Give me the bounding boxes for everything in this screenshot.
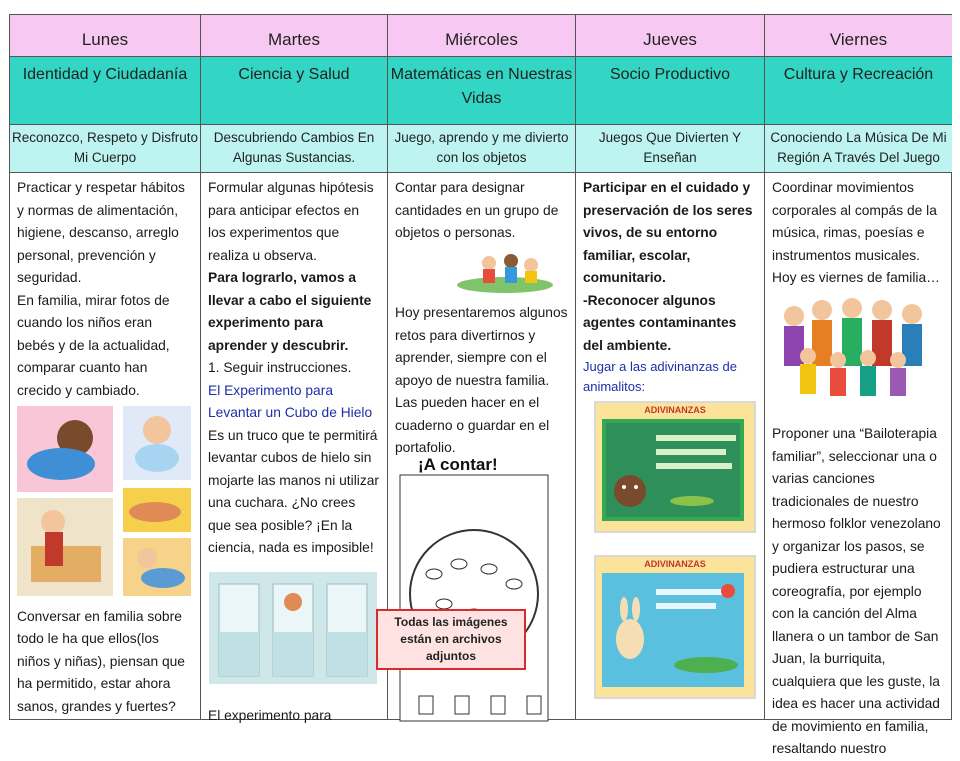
pig-icon [614,475,646,507]
ice-experiment-photos [209,572,377,688]
activity-intro: Para lograrlo, vamos a llevar a cabo el siguiente experimento para aprender y descubrir. [208,270,372,353]
counting-worksheet [399,474,549,724]
column-viernes [765,15,952,756]
area-header: Socio Productivo [576,57,764,125]
theme-header: Descubriendo Cambios En Algunas Sustancias. [201,125,387,173]
kids-playing-illustration [395,245,565,295]
area-header: Ciencia y Salud [201,57,387,125]
theme-header: Reconozco, Respeto y Disfruto Mi Cuerpo [10,125,200,173]
activity-text: En familia, mirar fotos de cuando los niños eran bebés y de la actualidad, comparar cuanto han crecido y cambiado. [17,292,170,398]
column-jueves [576,15,765,719]
day-header: Viernes [765,15,952,57]
riddle-card-art [596,415,750,525]
attachments-note: Todas las imágenes están en archivos adjuntos [376,609,526,670]
theme-header: Juegos Que Divierten Y Enseñan [576,125,764,173]
column-body [765,173,952,756]
theme-header: Conociendo La Música De Mi Región A Través Del Juego [765,125,952,173]
objective-text: Formular algunas hipótesis para anticipar efectos en los experimentos que realiza u observa. [208,180,374,263]
objective-text: Participar en el cuidado y preservación de los seres vivos, de su entorno familiar, escolar, comunitario. [583,180,753,285]
column-body [201,173,387,723]
riddle-card-2 [594,555,756,699]
riddle-card-title: ADIVINANZAS [644,405,706,415]
activity-text: Jugar a las adivinanzas de animalitos: [583,359,737,394]
worksheet-title: ¡A contar! [418,455,498,474]
area-header: Cultura y Recreación [765,57,952,125]
column-body [10,173,200,719]
rabbit-icon [616,619,644,659]
activity-text: Conversar en familia sobre todo le ha que ellos(los niños y niñas), piensan que ha permitido, estar ahora sanos, grandes y fuertes? [17,608,185,714]
activity-intro: Hoy es viernes de familia… [772,270,940,285]
experiment-title: El Experimento para Levantar un Cubo de Hielo [208,382,373,420]
objective-text: Practicar y respetar hábitos y normas de alimentación, higiene, descanso, arreglo personal, prevención y seguridad. [17,180,185,285]
objective-text: Contar para designar cantidades en un grupo de objetos o personas. [395,180,559,240]
instruction-step: 1. Seguir instrucciones. [208,360,352,375]
theme-header: Juego, aprendo y me divierto con los objetos [388,125,575,173]
day-header: Martes [201,15,387,57]
day-header: Jueves [576,15,764,57]
objective-text: Coordinar movimientos corporales al compás de la música, rimas, poesías e instrumentos musicales. [772,180,937,263]
day-header: Lunes [10,15,200,57]
crocodile-icon [674,657,738,673]
riddle-card-title: ADIVINANZAS [644,559,706,569]
caterpillar-icon [670,496,714,506]
objective-text: -Reconocer algunos agentes contaminantes del ambiente. [583,292,737,353]
riddle-card-art [596,569,750,691]
activity-text: Proponer una “Bailoterapia familiar”, seleccionar una o varias canciones tradicionales de nuestro hermoso folklor venezolano y organizar los pasos, se pudiera estructurar una coreografía, por ejemplo con la canción del Alma llanera o un tambor de San Juan, la burriquita, cualquiera que les guste, la idea es hacer una actividad de movimiento en familia, resaltando nuestro [772,426,941,756]
area-header: Matemáticas en Nuestras Vidas [388,57,575,125]
area-header: Identidad y Ciudadanía [10,57,200,125]
experiment-description: Es un truco que te permitirá levantar cubos de hielo sin mojarte las manos ni utilizar una cuchara. ¿No crees que sea posible? ¡En la ciencia, nada es imposible! [208,427,379,555]
riddle-card-1 [594,401,756,533]
babies-illustration [17,402,193,598]
experiment-continuation: El experimento para [208,708,332,723]
column-lunes [10,15,201,719]
activity-text: Hoy presentaremos algunos retos para divertirnos y aprender, siempre con el apoyo de nuestra familia. Las pueden hacer en el cuaderno o guardar en el portafolio. [395,305,568,455]
day-header: Miércoles [388,15,575,57]
weekly-plan-table [9,14,952,756]
column-martes [201,15,388,723]
column-miercoles [388,15,576,719]
ladybug-icon [721,584,735,598]
family-illustration [772,290,942,406]
